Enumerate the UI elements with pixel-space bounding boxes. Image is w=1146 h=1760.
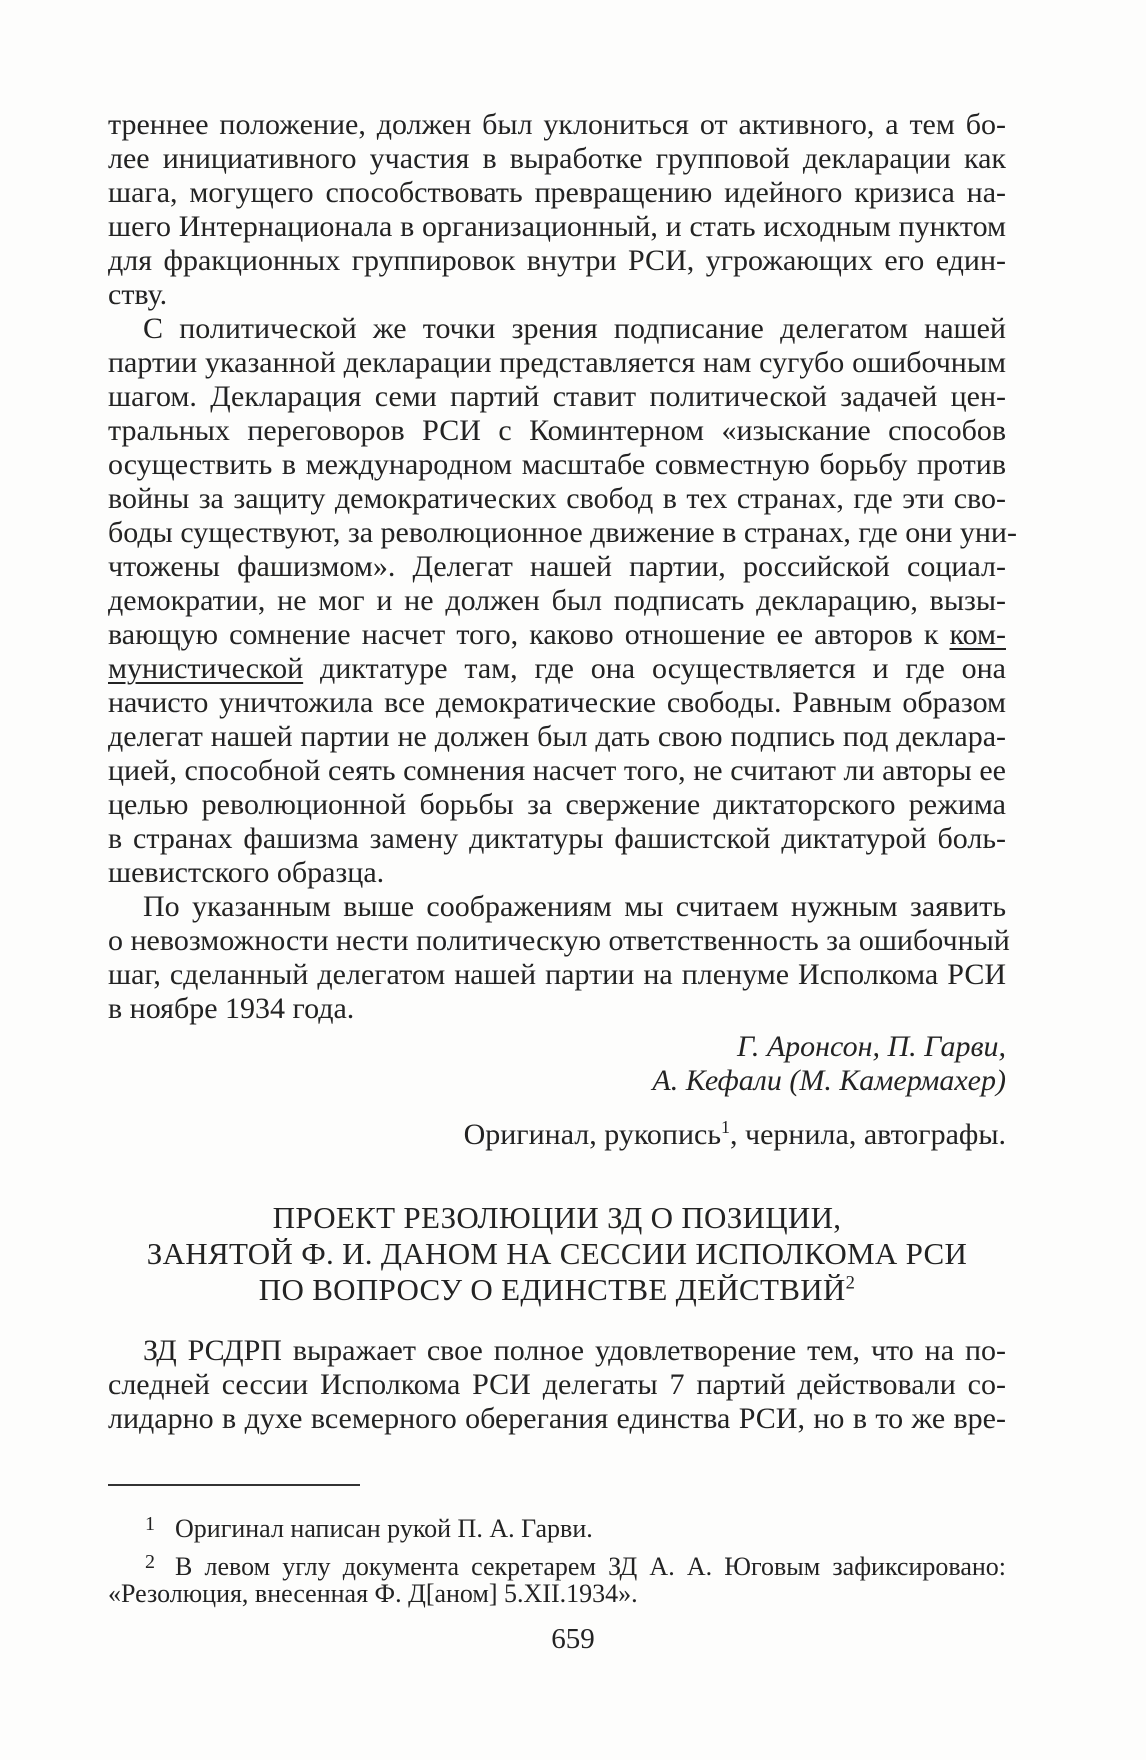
text-line: осуществить в международном масштабе совместную борьбу против [108, 448, 1006, 481]
footnote-text: Оригинал написан рукой П. А. Гарви. [175, 1514, 593, 1543]
footnote-divider [108, 1484, 360, 1486]
source-text: , чернила, автографы. [730, 1118, 1006, 1151]
text-line: целью революционной борьбы за свержение диктаторского режима [108, 788, 1006, 821]
text-line [108, 618, 1006, 652]
text-line: в странах фашизма замену диктатуры фашистской диктатурой боль- [108, 822, 1006, 855]
section-heading-line: ЗАНЯТОЙ Ф. И. ДАНОМ НА СЕССИИ ИСПОЛКОМА РСИ [146, 1236, 968, 1271]
source-text: Оригинал, рукопись [463, 1118, 722, 1151]
text-line: шаг, сделанный делегатом нашей партии на пленуме Исполкома РСИ [108, 958, 1006, 991]
text-line: в ноябре 1934 года. [108, 992, 355, 1025]
text-line: шагом. Декларация семи партий ставит политической задачей цен- [108, 380, 1006, 413]
signature-line: А. Кефали (М. Камермахер) [652, 1064, 1006, 1097]
footnote-continuation: «Резолюция, внесенная Ф. Д[аном] 5.XII.1934». [108, 1579, 638, 1608]
text-line: С политической же точки зрения подписание делегатом нашей [143, 312, 1006, 345]
footnote-mark: 1 [145, 1513, 155, 1535]
text-line: треннее положение, должен был уклониться от активного, а тем бо- [108, 108, 1006, 141]
text-line: По указанным выше соображениям мы считаем нужным заявить [143, 890, 1006, 923]
footnote [145, 1508, 1006, 1545]
footnote-mark: 2 [145, 1551, 155, 1573]
text-line: тральных переговоров РСИ с Коминтерном «изыскание способов [108, 414, 1006, 447]
source-note [108, 1118, 1006, 1152]
footnote-text: В левом углу документа секретарем ЗД А. А. Юговым зафиксировано: [175, 1552, 1006, 1581]
text-line [108, 652, 1006, 686]
signature-line: Г. Аронсон, П. Гарви, [737, 1030, 1006, 1063]
text-line: боды существуют, за революционное движение в странах, где они уни- [108, 516, 1017, 549]
text-line: о невозможности нести политическую ответственность за ошибочный [108, 924, 1010, 957]
text-line: шевистского образца. [108, 856, 385, 889]
text-line: начисто уничтожила все демократические свободы. Равным образом [108, 686, 1006, 719]
text-line: лидарно в духе всемерного оберегания единства РСИ, но в то же вре- [108, 1402, 1006, 1435]
heading-text: ПО ВОПРОСУ О ЕДИНСТВЕ ДЕЙСТВИЙ [258, 1272, 846, 1307]
text-span: диктатуре там, где она осуществляется и где она [303, 652, 1006, 685]
text-line: войны за защиту демократических свобод в тех странах, где эти сво- [108, 482, 1006, 515]
text-line: шага, могущего способствовать превращению идейного кризиса на- [108, 176, 1006, 209]
text-line: ЗД РСДРП выражает свое полное удовлетворение тем, что на по- [143, 1334, 1006, 1367]
text-line: партии указанной декларации представляется нам сугубо ошибочным [108, 346, 1006, 379]
text-span: вающую сомнение насчет того, каково отношение ее авторов к [108, 618, 950, 651]
text-line: следней сессии Исполкома РСИ делегаты 7 партий действовали со- [108, 1368, 1006, 1401]
text-line: делегат нашей партии не должен был дать свою подпись под деклара- [108, 720, 1006, 753]
text-line: ству. [108, 278, 168, 311]
text-line: для фракционных группировок внутри РСИ, угрожающих его един- [108, 244, 1006, 277]
page-number: 659 [551, 1623, 595, 1655]
text-line: лее инициативного участия в выработке групповой декларации как [108, 142, 1006, 175]
text-line: цией, способной сеять сомнения насчет того, не считают ли авторы ее [108, 754, 1006, 787]
text-line: шего Интернационала в организационный, и стать исходным пунктом [108, 210, 1006, 243]
text-line: демократии, не мог и не должен был подписать декларацию, вызы- [108, 584, 1006, 617]
section-heading-line [108, 1272, 1006, 1308]
section-heading-line: ПРОЕКТ РЕЗОЛЮЦИИ ЗД О ПОЗИЦИИ, [272, 1200, 842, 1235]
footnote-ref: 2 [845, 1272, 856, 1294]
underlined-word: ком- [949, 618, 1006, 651]
underlined-word: мунистической [108, 652, 304, 685]
text-line: чтожены фашизмом». Делегат нашей партии, российской социал- [108, 550, 1006, 583]
footnote-ref: 1 [721, 1117, 731, 1137]
